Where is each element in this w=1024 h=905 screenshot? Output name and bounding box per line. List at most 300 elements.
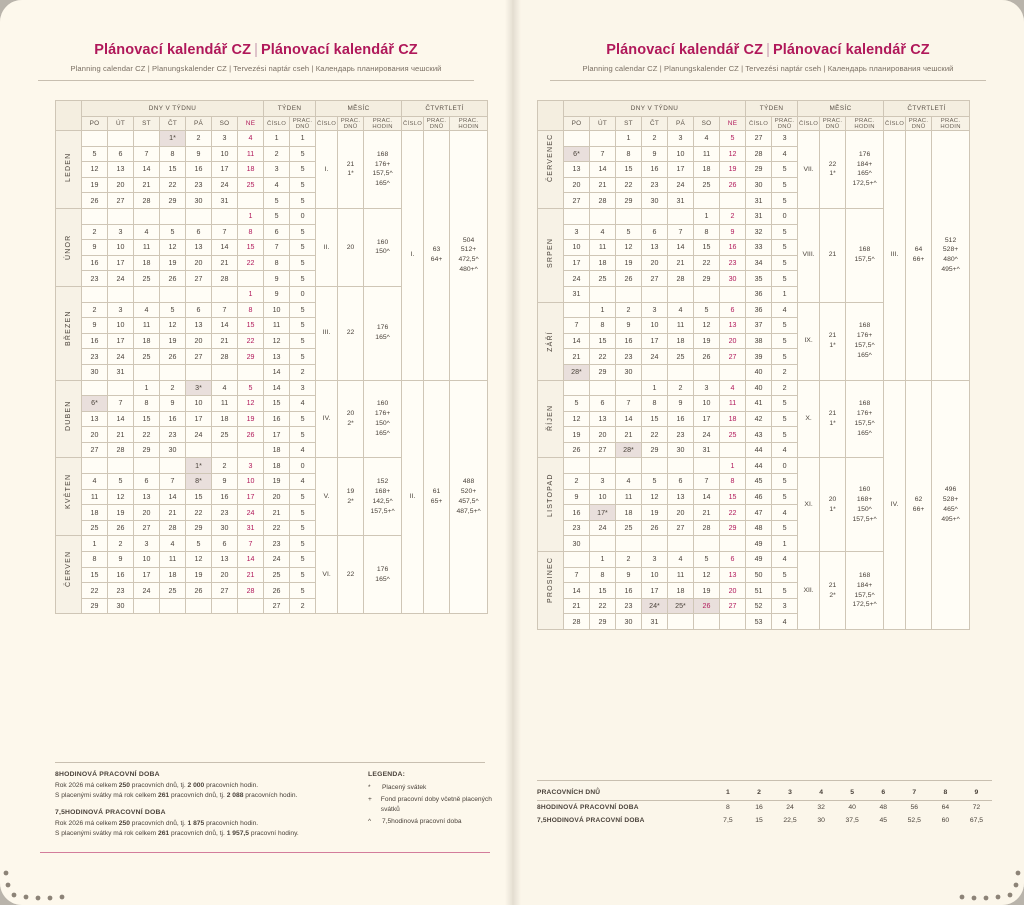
- col-header-quarter: ČTVRTLETÍ: [402, 101, 488, 117]
- col-header-month-group: MĚSÍC: [316, 101, 402, 117]
- day-cell: 30: [212, 520, 238, 536]
- day-cell: 26: [694, 349, 720, 365]
- month-number-cell: IX.: [798, 302, 820, 380]
- day-cell: 29: [238, 349, 264, 365]
- day-cell: [134, 458, 160, 474]
- col-header-dow-čt: ČT: [160, 117, 186, 131]
- day-cell: 15: [720, 489, 746, 505]
- day-cell: 26: [616, 271, 642, 287]
- week-workdays-cell: 5: [290, 162, 316, 178]
- week-number-cell: 17: [264, 427, 290, 443]
- day-cell: 13: [108, 162, 134, 178]
- legend-mark-2: ^: [368, 818, 372, 826]
- col-header-dow-čt: ČT: [642, 117, 668, 131]
- day-cell: [160, 286, 186, 302]
- day-cell: [108, 208, 134, 224]
- day-cell: 28: [212, 349, 238, 365]
- day-cell: 20: [642, 255, 668, 271]
- week-number-cell: 33: [746, 240, 772, 256]
- day-cell: 13: [186, 240, 212, 256]
- col-header-dow-ne: NE: [238, 117, 264, 131]
- month-workhours-cell: 152 168+ 142,5^ 157,5+^: [364, 458, 402, 536]
- week-number-cell: 9: [264, 271, 290, 287]
- day-cell: [590, 131, 616, 147]
- summary-day-number: 6: [881, 789, 886, 796]
- day-cell: 21: [564, 598, 590, 614]
- day-cell: 5: [694, 552, 720, 568]
- page-subtitle: Planning calendar CZ | Planungskalender CZ | Tervezési naptár cseh | Календарь планирования чешский: [70, 64, 442, 73]
- day-cell: [642, 208, 668, 224]
- day-cell: 10: [642, 318, 668, 334]
- quarter-number-cell: I.: [402, 131, 424, 381]
- legend-item-1: [368, 795, 493, 815]
- day-cell: 28: [694, 520, 720, 536]
- week-number-cell: 20: [264, 489, 290, 505]
- title-rule-right: [550, 80, 986, 81]
- week-workdays-cell: 5: [772, 567, 798, 583]
- legend-item-0: [368, 783, 493, 793]
- day-cell: 4: [160, 536, 186, 552]
- day-cell: 8: [82, 552, 108, 568]
- day-cell: 26: [160, 271, 186, 287]
- day-cell: [564, 131, 590, 147]
- legend-text-2: 7,5hodinová pracovní doba: [382, 818, 462, 826]
- day-cell: 23: [564, 520, 590, 536]
- day-cell: 4: [720, 380, 746, 396]
- week-workdays-cell: 4: [772, 614, 798, 630]
- day-cell: 20: [186, 255, 212, 271]
- week-workdays-cell: 5: [290, 520, 316, 536]
- day-cell: [642, 536, 668, 552]
- summary-value: 32: [817, 804, 825, 811]
- day-cell: [134, 364, 160, 380]
- day-cell: [720, 286, 746, 302]
- week-number-cell: 37: [746, 318, 772, 334]
- day-cell: 24: [564, 271, 590, 287]
- day-cell: 7: [238, 536, 264, 552]
- day-cell: 19: [694, 583, 720, 599]
- day-cell: 11: [82, 489, 108, 505]
- day-cell: 29: [134, 442, 160, 458]
- week-number-cell: 13: [264, 349, 290, 365]
- col-header-dow-so: SO: [212, 117, 238, 131]
- summary-value: 22,5: [783, 817, 797, 824]
- week-workdays-cell: 5: [772, 177, 798, 193]
- month-number-cell: IV.: [316, 380, 338, 458]
- week-number-cell: 14: [264, 364, 290, 380]
- day-cell: 1: [642, 380, 668, 396]
- week-workdays-cell: 5: [772, 271, 798, 287]
- day-cell: 8: [238, 302, 264, 318]
- day-cell: 12: [160, 318, 186, 334]
- day-cell: 20: [212, 567, 238, 583]
- day-cell: [616, 536, 642, 552]
- week-number-cell: 27: [746, 131, 772, 147]
- day-cell: 19: [642, 505, 668, 521]
- week-workdays-cell: 4: [290, 474, 316, 490]
- day-cell: 9: [642, 146, 668, 162]
- col-header-dow-út: ÚT: [108, 117, 134, 131]
- day-cell: 18: [160, 567, 186, 583]
- day-cell: 15: [694, 240, 720, 256]
- summary-value: 30: [817, 817, 825, 824]
- day-cell: 4: [82, 474, 108, 490]
- summary-value: 67,5: [969, 817, 984, 824]
- summary-value: 7,5: [723, 817, 733, 824]
- week-number-cell: 16: [264, 411, 290, 427]
- week-number-cell: 45: [746, 474, 772, 490]
- day-cell: [160, 598, 186, 614]
- day-cell: 12: [108, 489, 134, 505]
- day-cell: 1*: [186, 458, 212, 474]
- day-cell: 15: [590, 583, 616, 599]
- day-cell: 25: [160, 583, 186, 599]
- day-cell: 25: [694, 177, 720, 193]
- day-cell: 9: [720, 224, 746, 240]
- day-cell: 10: [212, 146, 238, 162]
- day-cell: 28: [668, 271, 694, 287]
- day-cell: 17: [108, 255, 134, 271]
- month-workhours-cell: 168 176+ 157,5^ 165^: [846, 380, 884, 458]
- day-cell: 10: [186, 396, 212, 412]
- day-cell: 5: [160, 224, 186, 240]
- day-cell: 6: [186, 224, 212, 240]
- day-cell: [186, 442, 212, 458]
- col-header-week-number: ČÍSLO: [264, 117, 290, 131]
- day-cell: 28: [590, 193, 616, 209]
- summary-day-number: 8: [943, 789, 948, 796]
- week-number-cell: 48: [746, 520, 772, 536]
- day-cell: 2: [186, 131, 212, 147]
- day-cell: 22: [616, 177, 642, 193]
- week-workdays-cell: 5: [772, 349, 798, 365]
- month-workdays-cell: 19 2*: [338, 458, 364, 536]
- day-cell: [590, 380, 616, 396]
- day-cell: 29: [694, 271, 720, 287]
- week-workdays-cell: 0: [772, 208, 798, 224]
- day-cell: 5: [720, 131, 746, 147]
- day-cell: 26: [238, 427, 264, 443]
- day-cell: 25: [134, 271, 160, 287]
- day-cell: 31: [642, 614, 668, 630]
- day-cell: 23: [642, 177, 668, 193]
- day-cell: 25: [668, 349, 694, 365]
- week-number-cell: 1: [264, 131, 290, 147]
- week-workdays-cell: 5: [772, 240, 798, 256]
- day-cell: 4: [668, 552, 694, 568]
- day-cell: 14: [590, 162, 616, 178]
- day-cell: 3: [108, 302, 134, 318]
- day-cell: 10: [564, 240, 590, 256]
- day-cell: 19: [108, 505, 134, 521]
- day-cell: 6: [590, 396, 616, 412]
- summary-value: 60: [941, 817, 950, 824]
- legend-mark-1: +: [368, 795, 372, 803]
- week-number-cell: 15: [264, 396, 290, 412]
- day-cell: 22: [82, 583, 108, 599]
- week-workdays-cell: 5: [772, 489, 798, 505]
- week-number-cell: 42: [746, 411, 772, 427]
- week-workdays-cell: 5: [290, 302, 316, 318]
- day-cell: 5: [186, 536, 212, 552]
- month-workdays-cell: 22 1*: [820, 131, 846, 209]
- day-cell: 26: [694, 598, 720, 614]
- day-cell: 10: [668, 146, 694, 162]
- week-number-cell: 47: [746, 505, 772, 521]
- week-number-cell: 36: [746, 286, 772, 302]
- month-workdays-cell: 21 1*: [820, 302, 846, 380]
- day-cell: 13: [134, 489, 160, 505]
- week-workdays-cell: 0: [290, 286, 316, 302]
- day-cell: 31: [668, 193, 694, 209]
- summary-day-number: 4: [819, 789, 823, 796]
- month-number-cell: X.: [798, 380, 820, 458]
- week-workdays-cell: 3: [290, 380, 316, 396]
- day-cell: 12: [642, 489, 668, 505]
- month-label-1: ÚNOR: [56, 208, 82, 286]
- quarter-workhours-cell: 512 528+ 480^ 495+^: [932, 131, 970, 381]
- summary-value: 8: [726, 804, 730, 811]
- week-number-cell: 7: [264, 240, 290, 256]
- week-workdays-cell: 5: [290, 255, 316, 271]
- day-cell: 17: [564, 255, 590, 271]
- quarter-number-cell: II.: [402, 380, 424, 614]
- day-cell: 5: [238, 380, 264, 396]
- week-number-cell: 9: [264, 286, 290, 302]
- day-cell: 13: [82, 411, 108, 427]
- week-workdays-cell: 5: [290, 146, 316, 162]
- day-cell: [134, 131, 160, 147]
- page-subtitle-right: Planning calendar CZ | Planungskalender CZ | Tervezési naptár cseh | Календарь планирования чешский: [582, 64, 954, 73]
- day-cell: [694, 458, 720, 474]
- day-cell: 20: [134, 505, 160, 521]
- month-workhours-cell: 176 184+ 165^ 172,5+^: [846, 131, 884, 209]
- day-cell: 27: [668, 520, 694, 536]
- day-cell: 6: [642, 224, 668, 240]
- week-number-cell: 5: [264, 193, 290, 209]
- day-cell: 11: [590, 240, 616, 256]
- day-cell: [668, 614, 694, 630]
- week-number-cell: 49: [746, 552, 772, 568]
- day-cell: [82, 380, 108, 396]
- day-cell: [212, 286, 238, 302]
- week-workdays-cell: 4: [772, 505, 798, 521]
- title-cz-1-right: Plánovací kalendář CZ: [606, 42, 764, 58]
- day-cell: [160, 364, 186, 380]
- week-workdays-cell: 3: [772, 131, 798, 147]
- day-cell: 18: [82, 505, 108, 521]
- day-cell: [108, 131, 134, 147]
- week-number-cell: 24: [264, 552, 290, 568]
- col-header-week-number: ČÍSLO: [746, 117, 772, 131]
- day-cell: 25: [616, 520, 642, 536]
- day-cell: 13: [668, 489, 694, 505]
- month-number-cell: I.: [316, 131, 338, 209]
- day-cell: 1*: [160, 131, 186, 147]
- day-cell: 6: [668, 474, 694, 490]
- col-header-month: [538, 101, 564, 131]
- day-cell: 10: [134, 552, 160, 568]
- day-cell: 23: [82, 349, 108, 365]
- day-cell: 2: [212, 458, 238, 474]
- day-cell: [108, 380, 134, 396]
- day-cell: 23: [82, 271, 108, 287]
- week-workdays-cell: 5: [290, 271, 316, 287]
- day-cell: 3: [108, 224, 134, 240]
- week-workdays-cell: 5: [290, 567, 316, 583]
- week-number-cell: 34: [746, 255, 772, 271]
- col-header-dow-po: PO: [82, 117, 108, 131]
- day-cell: [694, 364, 720, 380]
- summary-day-number: 2: [757, 789, 761, 796]
- day-cell: 30: [186, 193, 212, 209]
- summary-day-number: 7: [912, 789, 917, 796]
- week-workdays-cell: 5: [772, 255, 798, 271]
- day-cell: 12: [720, 146, 746, 162]
- title-cz-2: Plánovací kalendář CZ: [260, 42, 418, 58]
- day-cell: 30: [616, 614, 642, 630]
- day-cell: 11: [238, 146, 264, 162]
- day-cell: 18: [694, 162, 720, 178]
- week-workdays-cell: 5: [290, 536, 316, 552]
- week-number-cell: 38: [746, 333, 772, 349]
- day-cell: 18: [590, 255, 616, 271]
- week-number-cell: 18: [264, 442, 290, 458]
- summary-row-label-1: 7,5HODINOVÁ PRACOVNÍ DOBA: [537, 817, 645, 824]
- legend-text-1: Fond pracovní doby včetně placených svátků: [380, 795, 492, 813]
- week-workdays-cell: 5: [772, 224, 798, 240]
- legend-title: LEGENDA:: [368, 771, 406, 778]
- day-cell: 21: [668, 255, 694, 271]
- week-number-cell: 18: [264, 458, 290, 474]
- week-number-cell: 46: [746, 489, 772, 505]
- month-label-4: LISTOPAD: [538, 458, 564, 552]
- day-cell: 21: [212, 333, 238, 349]
- day-cell: [564, 458, 590, 474]
- day-cell: 21: [134, 177, 160, 193]
- day-cell: 2: [668, 380, 694, 396]
- day-cell: 1: [590, 302, 616, 318]
- day-cell: 5: [642, 474, 668, 490]
- day-cell: 31: [212, 193, 238, 209]
- quarter-workhours-cell: 496 528+ 465^ 495+^: [932, 380, 970, 630]
- col-header-week-workdays: PRAC. DNŮ: [772, 117, 798, 131]
- day-cell: 11: [212, 396, 238, 412]
- day-cell: 30: [564, 536, 590, 552]
- day-cell: 30: [160, 442, 186, 458]
- day-cell: 23: [186, 177, 212, 193]
- week-number-cell: 44: [746, 458, 772, 474]
- day-cell: [186, 208, 212, 224]
- day-cell: 14: [668, 240, 694, 256]
- day-cell: 15: [186, 489, 212, 505]
- summary-day-number: 3: [788, 789, 792, 796]
- day-cell: 26: [108, 520, 134, 536]
- day-cell: 8: [238, 224, 264, 240]
- day-cell: [82, 131, 108, 147]
- quarter-workdays-cell: 62 66+: [906, 380, 932, 630]
- notes-75h-line1: Rok 2026 má celkem 250 pracovních dnů, tj. 1 875 pracovních hodin.: [55, 819, 259, 827]
- day-cell: [616, 208, 642, 224]
- day-cell: 20: [564, 177, 590, 193]
- day-cell: 30: [668, 442, 694, 458]
- week-workdays-cell: 0: [772, 458, 798, 474]
- day-cell: 13: [590, 411, 616, 427]
- quarter-workdays-cell: 64 66+: [906, 131, 932, 381]
- col-header-week-workdays: PRAC. DNŮ: [290, 117, 316, 131]
- day-cell: 5: [108, 474, 134, 490]
- legend-block: [368, 770, 493, 827]
- day-cell: 18: [616, 505, 642, 521]
- day-cell: 7: [616, 396, 642, 412]
- week-number-cell: 22: [264, 520, 290, 536]
- day-cell: 7: [160, 474, 186, 490]
- day-cell: 21: [212, 255, 238, 271]
- day-cell: 3: [642, 302, 668, 318]
- col-header-month-workhours: PRAC. HODIN: [364, 117, 402, 131]
- day-cell: 20: [668, 505, 694, 521]
- summary-day-number: 9: [974, 789, 979, 796]
- day-cell: 30: [82, 364, 108, 380]
- col-header-dow-so: SO: [694, 117, 720, 131]
- week-workdays-cell: 2: [772, 364, 798, 380]
- week-workdays-cell: 5: [290, 552, 316, 568]
- day-cell: 3: [238, 458, 264, 474]
- day-cell: 23: [616, 598, 642, 614]
- day-cell: [590, 208, 616, 224]
- title-rule: [38, 80, 474, 81]
- day-cell: 6: [720, 302, 746, 318]
- notes-8h-line1: Rok 2026 má celkem 250 pracovních dnů, tj. 2 000 pracovních hodin.: [55, 781, 259, 789]
- day-cell: 22: [186, 505, 212, 521]
- day-cell: 6: [186, 302, 212, 318]
- day-cell: 4: [134, 302, 160, 318]
- day-cell: 16: [108, 567, 134, 583]
- day-cell: 9: [160, 396, 186, 412]
- day-cell: [720, 193, 746, 209]
- day-cell: [160, 458, 186, 474]
- day-cell: 23: [212, 505, 238, 521]
- week-workdays-cell: 5: [290, 333, 316, 349]
- week-workdays-cell: 2: [290, 598, 316, 614]
- day-cell: 18: [212, 411, 238, 427]
- month-label-5: PROSINEC: [538, 552, 564, 630]
- day-cell: 3: [134, 536, 160, 552]
- day-cell: 30: [642, 193, 668, 209]
- day-cell: 22: [238, 333, 264, 349]
- day-cell: 1: [82, 536, 108, 552]
- month-workdays-cell: 21 2*: [820, 552, 846, 630]
- day-cell: 16: [616, 583, 642, 599]
- month-label-2: ZÁŘÍ: [538, 302, 564, 380]
- day-cell: 8: [642, 396, 668, 412]
- summary-value: 37,5: [845, 817, 859, 824]
- month-number-cell: VII.: [798, 131, 820, 209]
- notes-divider: [55, 762, 485, 763]
- week-workdays-cell: 2: [772, 380, 798, 396]
- day-cell: 27: [134, 520, 160, 536]
- day-cell: 15: [238, 318, 264, 334]
- day-cell: 17*: [590, 505, 616, 521]
- col-header-dow-pá: PÁ: [668, 117, 694, 131]
- day-cell: [668, 364, 694, 380]
- day-cell: 7: [134, 146, 160, 162]
- day-cell: 15: [82, 567, 108, 583]
- day-cell: 23: [616, 349, 642, 365]
- day-cell: [590, 286, 616, 302]
- month-number-cell: V.: [316, 458, 338, 536]
- week-number-cell: 5: [264, 208, 290, 224]
